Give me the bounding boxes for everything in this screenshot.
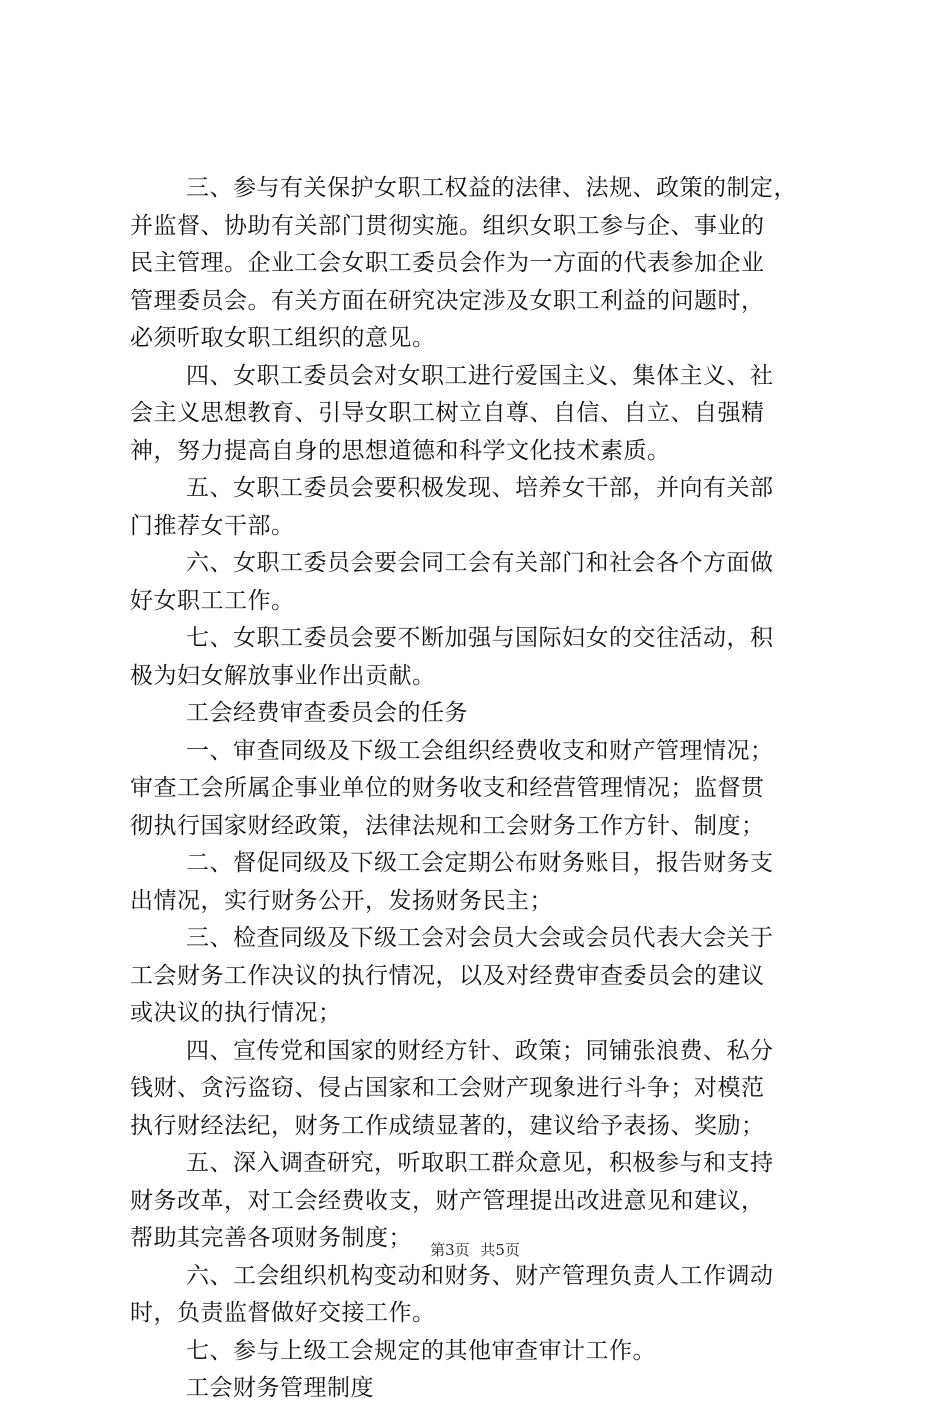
text-line: 会主义思想教育、引导女职工树立自尊、自信、自立、自强精 xyxy=(130,400,765,426)
text-line: 钱财、贪污盗窃、侵占国家和工会财产现象进行斗争；对模范 xyxy=(130,1075,765,1101)
text-line: 四、女职工委员会对女职工进行爱国主义、集体主义、社 xyxy=(186,362,774,389)
text-line: 四、宣传党和国家的财经方针、政策；同铺张浪费、私分 xyxy=(186,1037,774,1064)
text-line: 帮助其完善各项财务制度； xyxy=(130,1225,412,1251)
text-line: 彻执行国家财经政策，法律法规和工会财务工作方针、制度； xyxy=(130,812,765,839)
section-heading: 工会经费审查委员会的任务 xyxy=(186,700,468,726)
text-line: 七、参与上级工会规定的其他审查审计工作。 xyxy=(186,1337,656,1364)
text-line: 好女职工工作。 xyxy=(130,587,295,614)
text-line: 执行财经法纪，财务工作成绩显著的，建议给予表扬、奖励； xyxy=(130,1112,765,1139)
text-line: 一、审查同级及下级工会组织经费收支和财产管理情况； xyxy=(186,737,774,764)
page-number: 第3页 xyxy=(430,1241,470,1259)
text-line: 三、检查同级及下级工会对会员大会或会员代表大会关于 xyxy=(186,925,774,951)
document-body xyxy=(130,170,830,1408)
text-line: 七、女职工委员会要不断加强与国际妇女的交往活动，积 xyxy=(186,625,774,651)
text-line: 二、督促同级及下级工会定期公布财务账目，报告财务支 xyxy=(186,850,774,876)
text-line: 五、深入调查研究，听取职工群众意见，积极参与和支持 xyxy=(186,1150,774,1176)
text-line: 时，负责监督做好交接工作。 xyxy=(130,1300,436,1326)
text-line: 财务改革，对工会经费收支，财产管理提出改进意见和建议， xyxy=(130,1187,765,1214)
text-line: 三、参与有关保护女职工权益的法律、法规、政策的制定， xyxy=(186,175,797,201)
page-footer xyxy=(0,1240,950,1260)
text-line: 审查工会所属企事业单位的财务收支和经营管理情况；监督贯 xyxy=(130,775,765,801)
text-line: 并监督、协助有关部门贯彻实施。组织女职工参与企、事业的 xyxy=(130,212,765,239)
text-line: 门推荐女干部。 xyxy=(130,512,295,539)
text-line: 神，努力提高自身的思想道德和科学文化技术素质。 xyxy=(130,437,671,464)
text-line: 管理委员会。有关方面在研究决定涉及女职工利益的问题时， xyxy=(130,287,765,314)
text-line: 六、工会组织机构变动和财务、财产管理负责人工作调动 xyxy=(186,1262,774,1289)
page-total: 共5页 xyxy=(480,1241,520,1259)
text-line: 极为妇女解放事业作出贡献。 xyxy=(130,662,436,689)
text-line: 六、女职工委员会要会同工会有关部门和社会各个方面做 xyxy=(186,550,774,576)
text-line: 工会财务工作决议的执行情况，以及对经费审查委员会的建议 xyxy=(130,962,765,989)
text-line: 五、女职工委员会要积极发现、培养女干部，并向有关部 xyxy=(186,475,774,501)
text-line: 必须听取女职工组织的意见。 xyxy=(130,325,436,351)
text-line: 民主管理。企业工会女职工委员会作为一方面的代表参加企业 xyxy=(130,250,765,276)
text-line: 出情况，实行财务公开，发扬财务民主； xyxy=(130,887,553,914)
text-line: 或决议的执行情况； xyxy=(130,1000,342,1026)
section-heading: 工会财务管理制度 xyxy=(186,1375,374,1401)
